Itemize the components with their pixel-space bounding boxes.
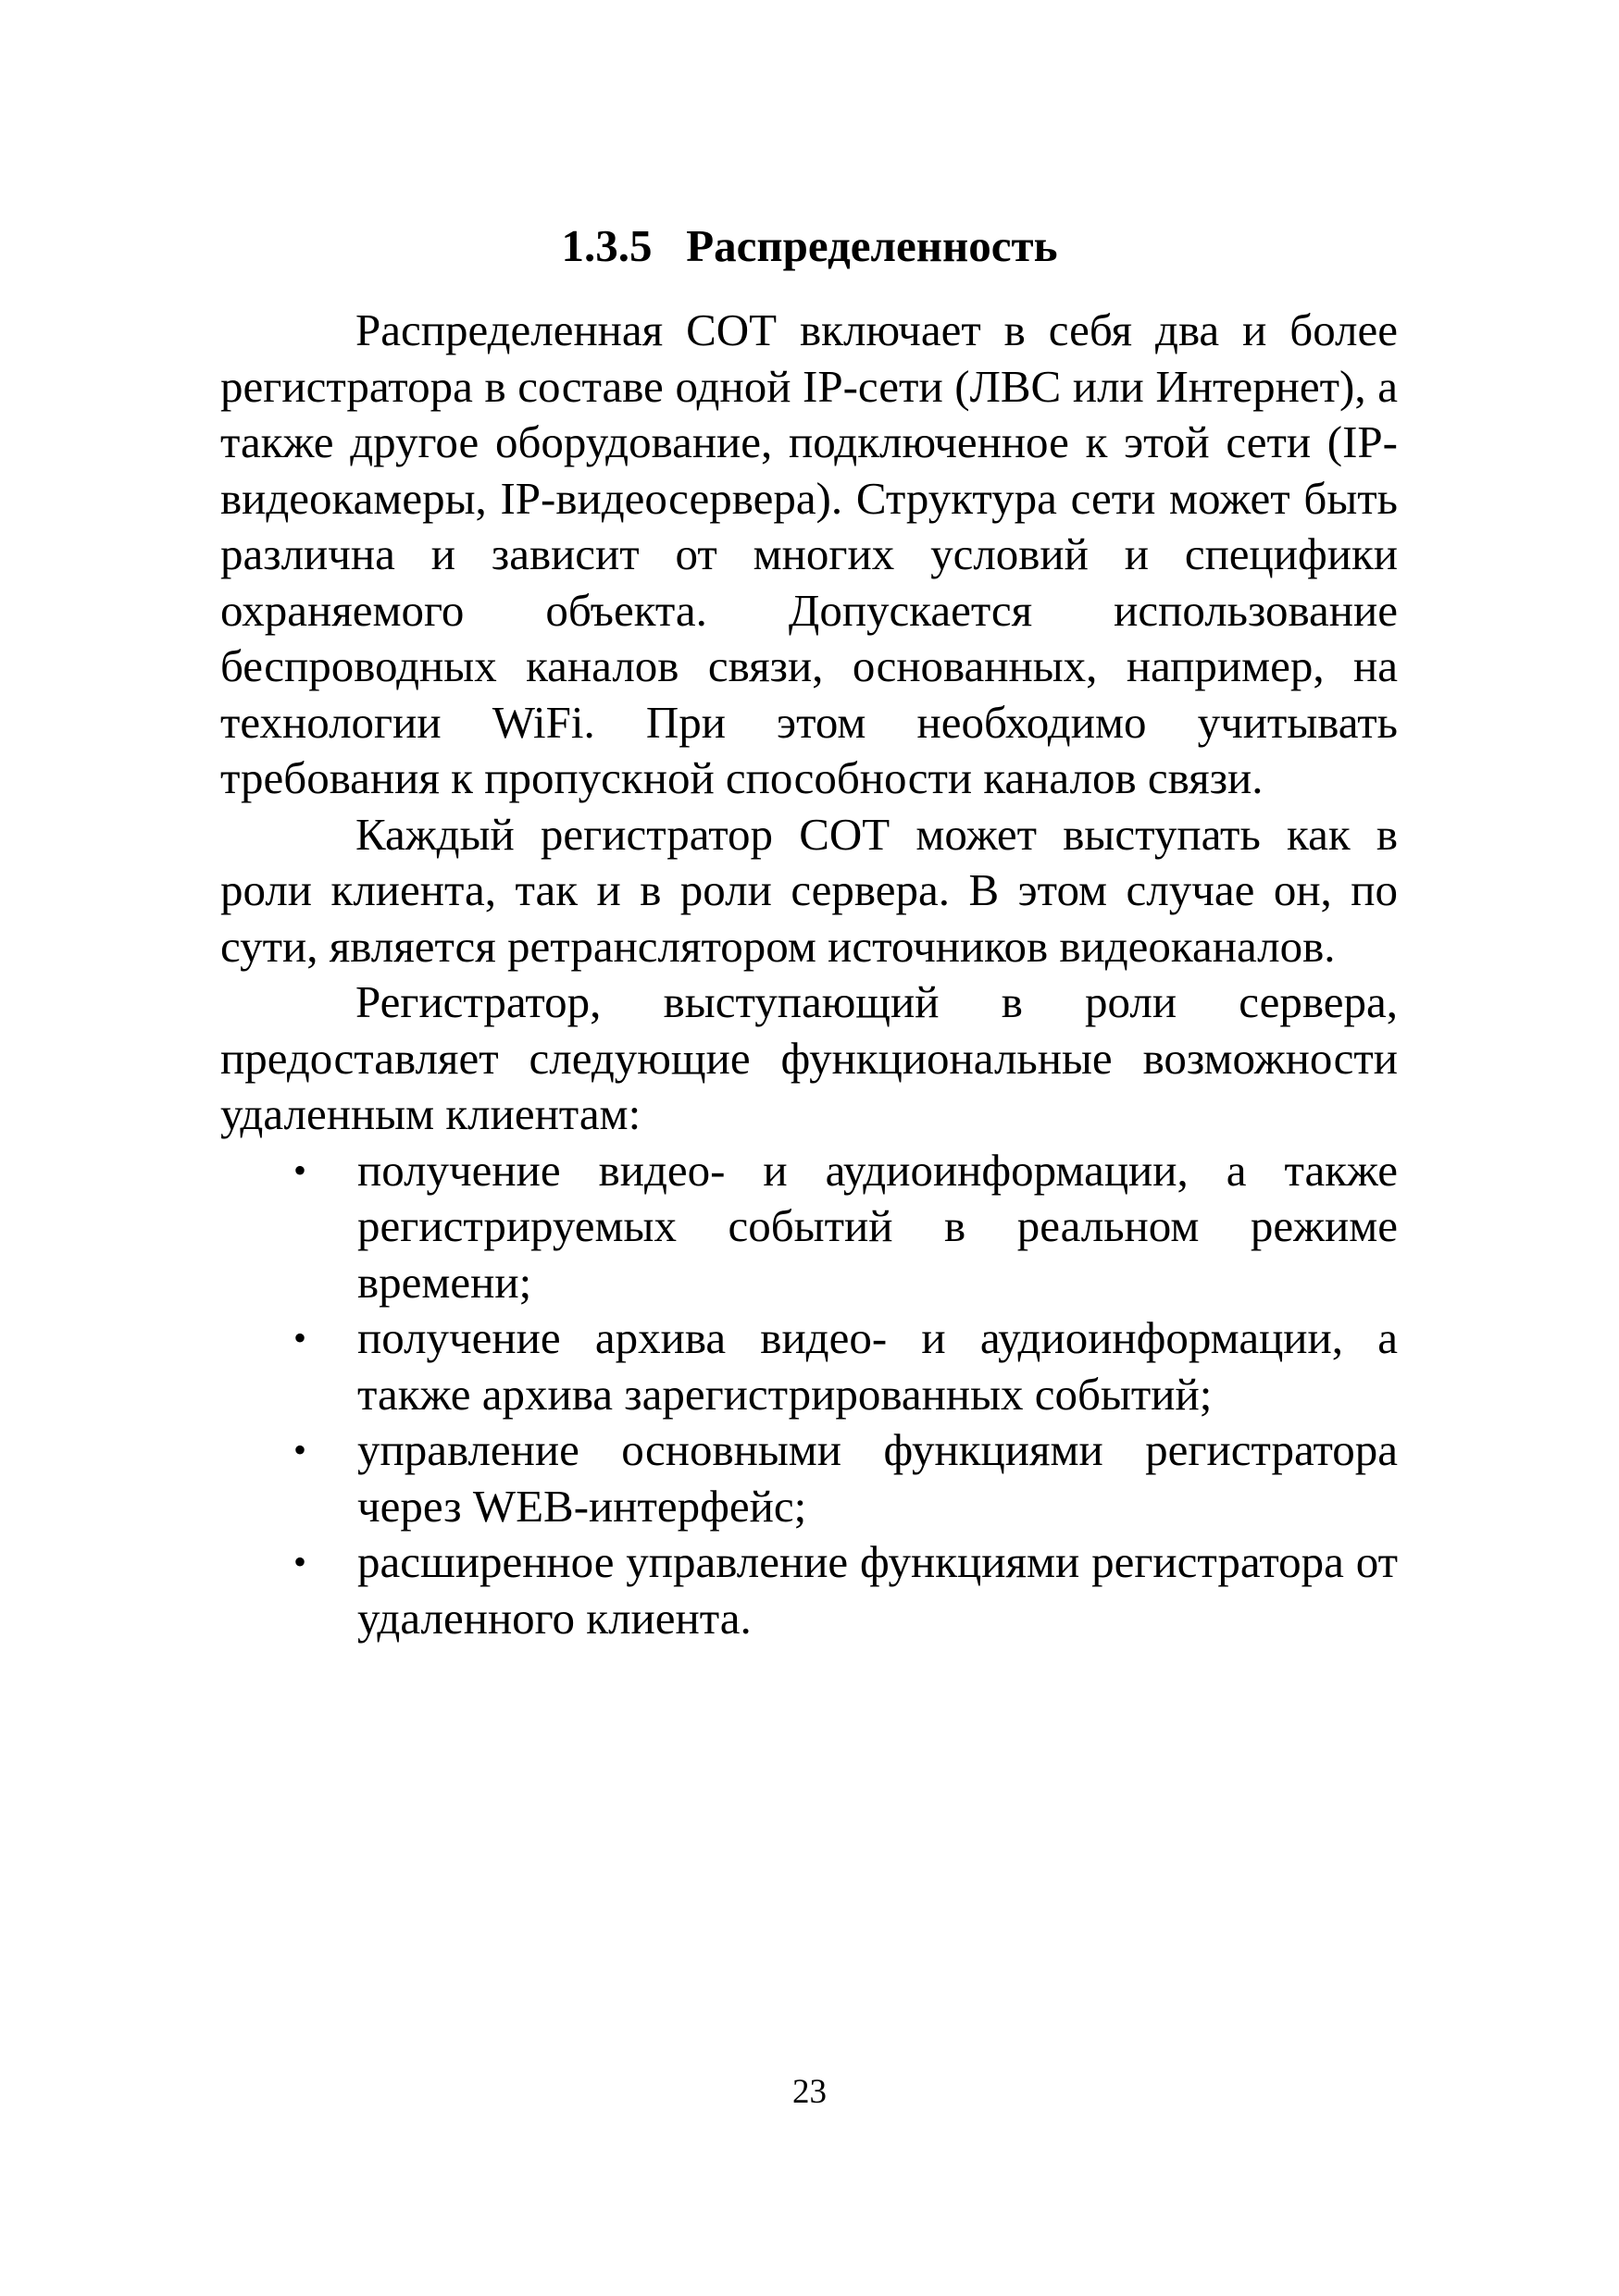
section-heading bbox=[0, 217, 1619, 276]
paragraph: Распределенная СОТ включает в себя два и более регистратора в составе одной IP-сети (ЛВС или Интернет), а также другое оборудование, подключенное к этой сети (IP-видеокамеры, IP-видеосервера). Структура сети может быть различна и зависит от многих условий и специфики охраняемого объекта. Допускается использование беспроводных каналов связи, основанных, например, на технологии WiFi. При этом необходимо учитывать требования к пропускной способности каналов связи. bbox=[220, 304, 1398, 803]
list-item bbox=[220, 1422, 1398, 1534]
list-item bbox=[220, 1310, 1398, 1422]
list-item bbox=[220, 1534, 1398, 1646]
section-number: 1.3.5 bbox=[561, 220, 653, 271]
list-item-text: получение архива видео- и аудиоинформации, а также архива зарегистрированных событий; bbox=[357, 1312, 1398, 1420]
body-text bbox=[220, 303, 1398, 1646]
list-item-text: получение видео- и аудиоинформации, а также регистрируемых событий в реальном режиме времени; bbox=[357, 1144, 1398, 1308]
list-item-text: управление основными функциями регистратора через WEB-интерфейс; bbox=[357, 1424, 1398, 1532]
paragraph: Регистратор, выступающий в роли сервера, предоставляет следующие функциональные возможности удаленным клиентам: bbox=[220, 976, 1398, 1139]
bullet-icon: • bbox=[293, 1541, 306, 1582]
paragraph: Каждый регистратор СОТ может выступать как в роли клиента, так и в роли сервера. В этом случае он, по сути, является ретранслятором источников видеоканалов. bbox=[220, 808, 1398, 972]
page-number: 23 bbox=[792, 2073, 827, 2111]
list-item-text: расширенное управление функциями регистратора от удаленного клиента. bbox=[357, 1536, 1398, 1644]
bullet-list bbox=[220, 1143, 1398, 1647]
list-item bbox=[220, 1143, 1398, 1311]
section-title: Распределенность bbox=[686, 220, 1058, 271]
bullet-icon: • bbox=[293, 1317, 306, 1359]
bullet-icon: • bbox=[293, 1148, 306, 1191]
bullet-icon: • bbox=[293, 1429, 306, 1471]
